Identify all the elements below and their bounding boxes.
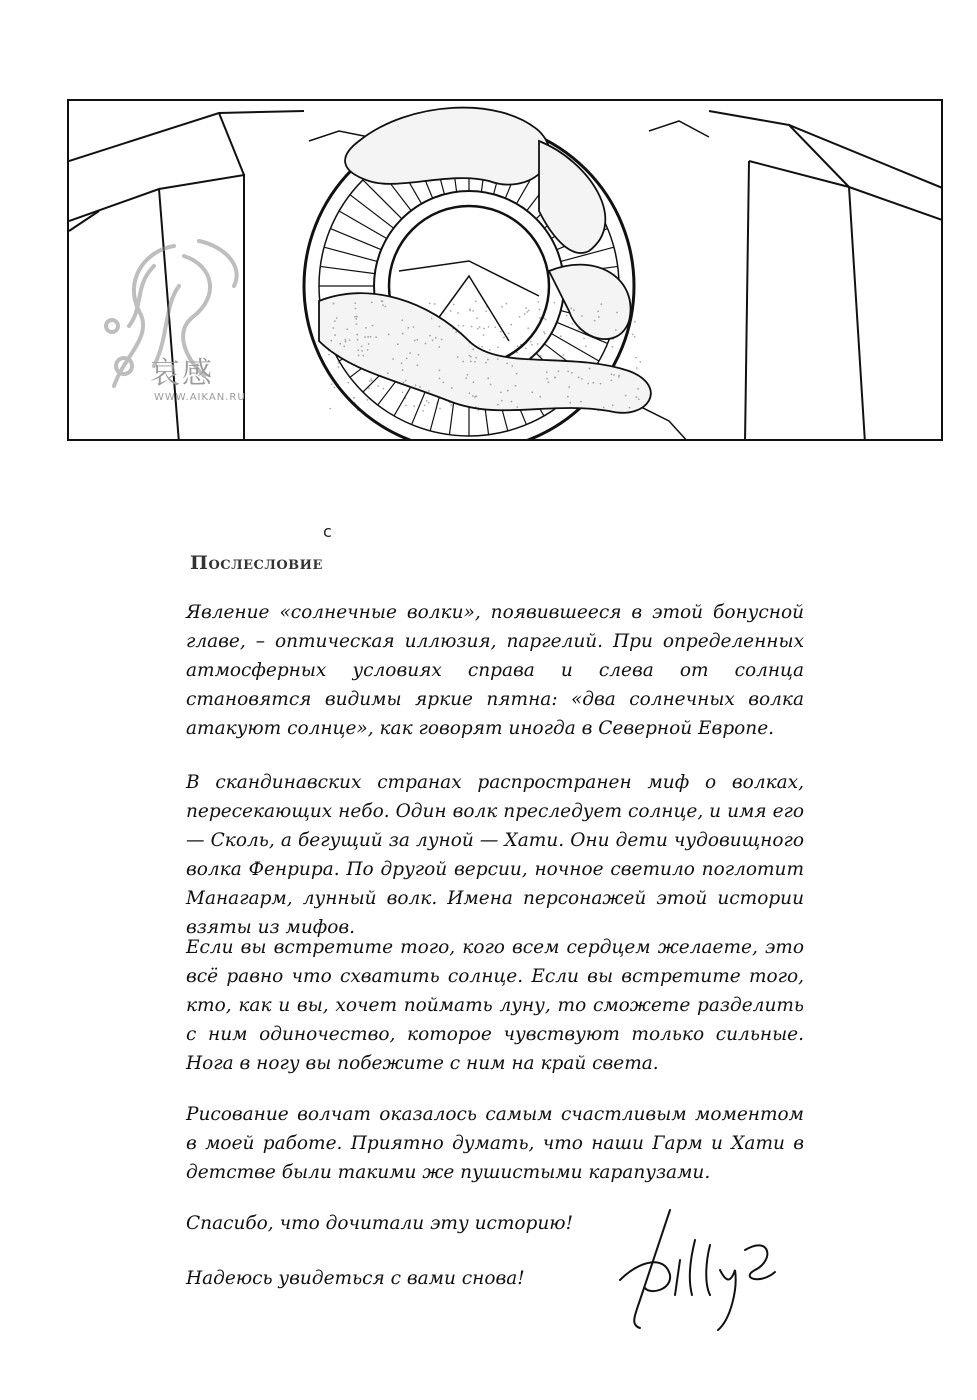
watermark-url-text: WWW.AIKAN.RU xyxy=(154,392,246,403)
afterword-paragraph: В скандинавских странах распространен миф о волках, пересекающих небо. Один волк преследует солнце, и имя его — Сколь, а бегущий за луной — Хати. Они дети чудовищного волка Фенрира. По другой версии, ночное светило поглотит Манагарм, лунный волк. Имена персонажей этой истории взяты из мифов. xyxy=(186,772,804,938)
closing-thanks: Спасибо, что дочитали эту историю! xyxy=(186,1213,574,1234)
wolf-shapes xyxy=(319,108,651,413)
small-mark: c xyxy=(323,522,332,541)
afterword-paragraph: Рисование волчат оказалось самым счастливым моментом в моей работе. Приятно думать, что наши Гарм и Хати в детстве были такими же пушистыми карапузами. xyxy=(186,1104,804,1183)
closing-farewell: Надеюсь увидеться с вами снова! xyxy=(186,1268,525,1289)
afterword-paragraph: Если вы встретите того, кого всем сердцем желаете, это всё равно что схватить солнце. Если вы встретите того, кто, как и вы, хочет поймать луну, то сможете разделить с ним одиночество, которое чувствуют только сильные. Нога в ногу вы побежите с ним на край света. xyxy=(186,937,804,1074)
handwritten-signature-icon xyxy=(610,1200,780,1340)
afterword-paragraph: Явление «солнечные волки», появившееся в этой бонусной главе, – оптическая иллюзия, паргелий. При определенных атмосферных условиях справа и слева от солнца становятся видимы яркие пятна: «два солнечных волка атакуют солнце», как говорят иногда в Северной Европе. xyxy=(186,602,804,739)
watermark-cjk-text: 哀感 xyxy=(150,356,214,391)
afterword-title: Послесловие xyxy=(190,552,323,574)
